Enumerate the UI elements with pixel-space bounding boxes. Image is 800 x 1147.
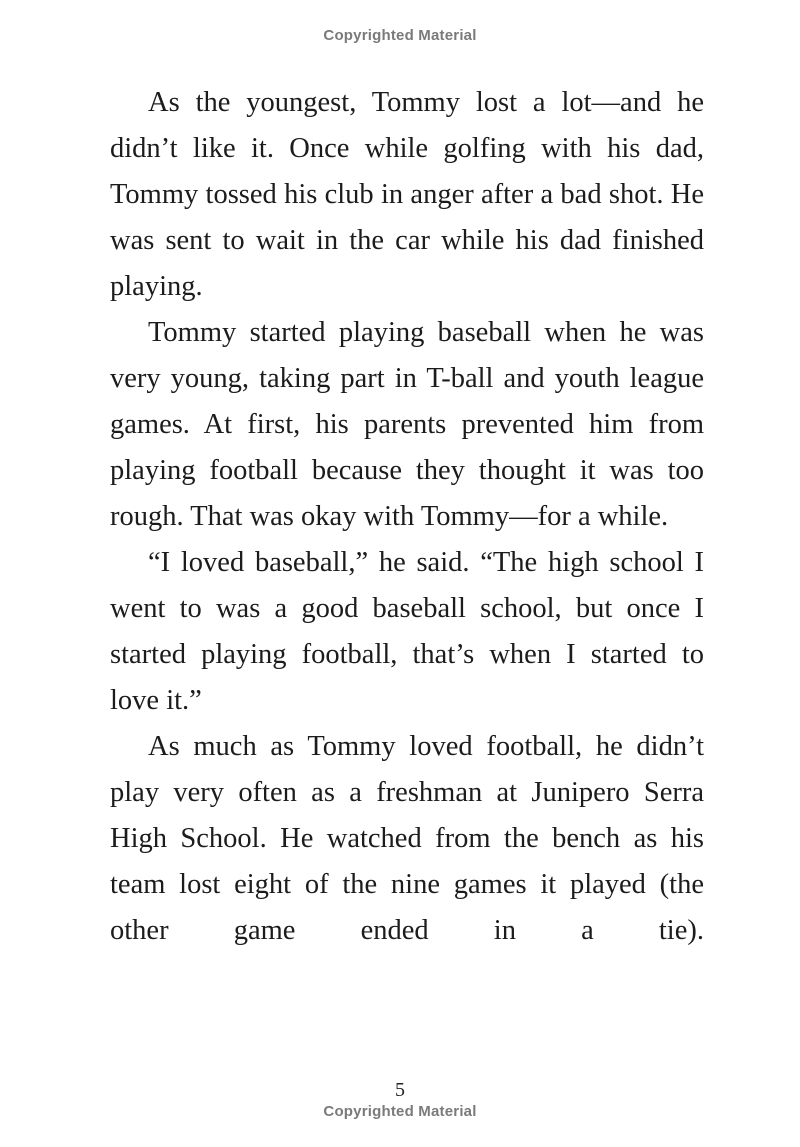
copyright-watermark-top: Copyrighted Material: [323, 27, 477, 44]
copyright-watermark-bottom: Copyrighted Material: [323, 1103, 477, 1120]
page-number: 5: [395, 1079, 405, 1101]
page-body: [110, 80, 704, 954]
paragraph-3: “I loved baseball,” he said. “The high school I went to was a good baseball school, but once I started playing football, that’s when I started to love it.”: [110, 547, 704, 716]
paragraph-2: Tommy started playing baseball when he was very young, taking part in T-ball and youth league games. At first, his parents prevented him from playing football because they thought it was too rough. That was okay with Tommy—for a while.: [110, 317, 704, 532]
paragraph-1: As the youngest, Tommy lost a lot—and he didn’t like it. Once while golfing with his dad, Tommy tossed his club in anger after a bad shot. He was sent to wait in the car while his dad finished playing.: [110, 87, 704, 302]
paragraph-4: As much as Tommy loved football, he didn’t play very often as a freshman at Junipero Serra High School. He watched from the bench as his team lost eight of the nine games it played (the other game ended in a tie).: [110, 731, 704, 946]
